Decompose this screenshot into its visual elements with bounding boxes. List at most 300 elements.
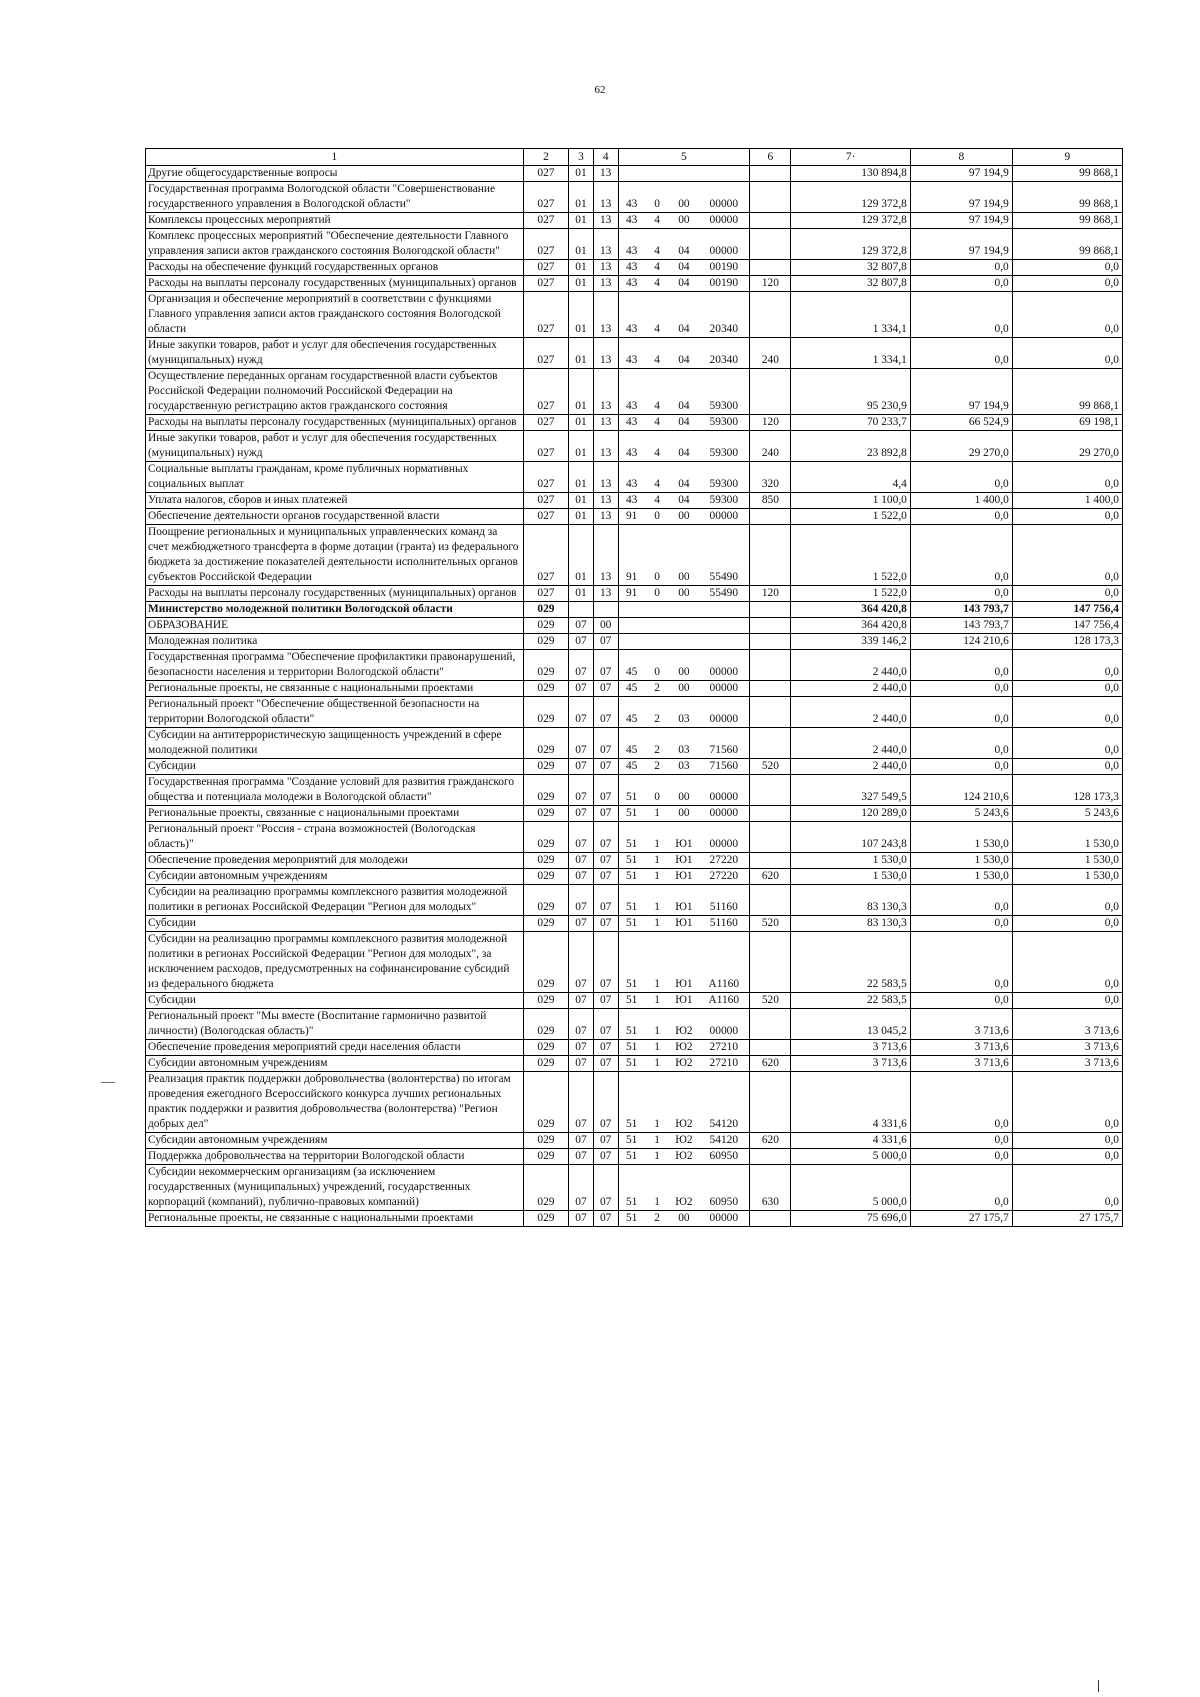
row-value-7-cell: 83 130,3 [791,916,910,932]
table-row [146,759,1123,775]
row-code-subsection-cell: 07 [593,759,618,775]
row-value-8-cell: 97 194,9 [910,229,1012,260]
row-code-ministry-cell: 029 [523,1211,568,1227]
row-code-ministry-cell: 029 [523,618,568,634]
row-program-code-cell: 45 [618,650,645,681]
row-event-code-cell: 00 [669,182,698,213]
row-value-9-cell: 0,0 [1012,586,1122,602]
row-value-7-cell: 13 045,2 [791,1009,910,1040]
row-code-section-cell: 01 [569,493,594,509]
row-expense-type-cell [750,509,791,525]
row-code-ministry-cell: 027 [523,431,568,462]
row-name-cell: Субсидии [146,916,524,932]
row-value-7-cell: 70 233,7 [791,415,910,431]
row-value-7-cell: 4 331,6 [791,1072,910,1133]
row-event-code-cell: 00 [669,1211,698,1227]
row-code-section-cell: 07 [569,853,594,869]
row-value-8-cell: 1 400,0 [910,493,1012,509]
row-name-cell: Расходы на обеспечение функций государственных органов [146,260,524,276]
row-event-code-cell: 04 [669,493,698,509]
row-value-9-cell: 0,0 [1012,993,1122,1009]
row-program-code-cell: 43 [618,415,645,431]
row-value-7-cell: 5 000,0 [791,1165,910,1211]
row-event-code-cell [669,166,698,182]
row-code-section-cell: 01 [569,166,594,182]
row-event-code-cell [669,634,698,650]
row-program-code-cell: 51 [618,1072,645,1133]
row-event-code-cell: Ю1 [669,885,698,916]
table-row [146,338,1123,369]
row-code-ministry-cell: 029 [523,1165,568,1211]
row-value-9-cell: 5 243,6 [1012,806,1122,822]
row-expense-type-cell [750,650,791,681]
row-direction-code-cell: 00000 [698,509,749,525]
row-value-8-cell: 0,0 [910,697,1012,728]
row-event-code-cell: 04 [669,369,698,415]
row-value-9-cell: 0,0 [1012,697,1122,728]
row-code-section-cell: 07 [569,1133,594,1149]
row-subprogram-code-cell: 1 [645,1072,670,1133]
table-row [146,932,1123,993]
row-direction-code-cell: 27210 [698,1056,749,1072]
row-event-code-cell: Ю1 [669,853,698,869]
row-program-code-cell: 91 [618,509,645,525]
row-program-code-cell: 43 [618,493,645,509]
row-value-7-cell: 4,4 [791,462,910,493]
row-value-7-cell: 3 713,6 [791,1040,910,1056]
row-name-cell: Организация и обеспечение мероприятий в соответствии с функциями Главного управления записи актов гражданского состояния Вологодской области [146,292,524,338]
row-expense-type-cell [750,1040,791,1056]
row-value-9-cell: 99 868,1 [1012,182,1122,213]
row-expense-type-cell [750,1009,791,1040]
header-cell-9: 9 [1012,149,1122,166]
row-code-ministry-cell: 029 [523,728,568,759]
margin-tick [1098,1680,1099,1692]
row-code-subsection-cell: 13 [593,415,618,431]
table-row [146,1009,1123,1040]
row-value-7-cell: 339 146,2 [791,634,910,650]
row-subprogram-code-cell: 4 [645,369,670,415]
row-value-9-cell: 99 868,1 [1012,369,1122,415]
row-expense-type-cell: 520 [750,993,791,1009]
row-subprogram-code-cell [645,166,670,182]
row-program-code-cell: 45 [618,697,645,728]
row-value-7-cell: 2 440,0 [791,728,910,759]
row-name-cell: Государственная программа Вологодской области "Совершенствование государственного управления в Вологодской области" [146,182,524,213]
row-value-8-cell: 1 530,0 [910,869,1012,885]
row-code-subsection-cell: 07 [593,775,618,806]
margin-dash [101,1082,115,1083]
row-direction-code-cell: 51160 [698,916,749,932]
row-code-ministry-cell: 027 [523,369,568,415]
row-program-code-cell: 43 [618,431,645,462]
row-subprogram-code-cell: 4 [645,462,670,493]
row-value-7-cell: 22 583,5 [791,993,910,1009]
row-value-9-cell: 128 173,3 [1012,775,1122,806]
row-code-ministry-cell: 029 [523,1040,568,1056]
row-expense-type-cell [750,602,791,618]
row-code-section-cell: 07 [569,1211,594,1227]
row-name-cell: Субсидии [146,759,524,775]
row-program-code-cell: 43 [618,229,645,260]
row-code-section-cell: 07 [569,916,594,932]
row-subprogram-code-cell: 1 [645,806,670,822]
row-code-ministry-cell: 027 [523,586,568,602]
row-code-subsection-cell: 13 [593,166,618,182]
row-value-9-cell: 0,0 [1012,650,1122,681]
row-value-9-cell: 0,0 [1012,1133,1122,1149]
row-event-code-cell [669,618,698,634]
row-name-cell: Расходы на выплаты персоналу государственных (муниципальных) органов [146,586,524,602]
row-name-cell: Расходы на выплаты персоналу государственных (муниципальных) органов [146,415,524,431]
row-name-cell: Реализация практик поддержки добровольчества (волонтерства) по итогам проведения ежегодного Всероссийского конкурса лучших региональных практик поддержки и развития добровольчества (волонтерства) "Регион добрых дел" [146,1072,524,1133]
row-event-code-cell: 04 [669,462,698,493]
table-row [146,431,1123,462]
row-value-8-cell: 0,0 [910,993,1012,1009]
row-expense-type-cell: 520 [750,759,791,775]
row-direction-code-cell: 00190 [698,260,749,276]
row-code-subsection-cell: 13 [593,462,618,493]
row-code-section-cell: 07 [569,681,594,697]
row-value-9-cell: 0,0 [1012,681,1122,697]
row-code-subsection-cell: 13 [593,493,618,509]
row-program-code-cell: 91 [618,586,645,602]
row-program-code-cell: 51 [618,885,645,916]
row-code-section-cell: 07 [569,1165,594,1211]
row-code-subsection-cell: 13 [593,213,618,229]
table-row [146,213,1123,229]
row-expense-type-cell [750,618,791,634]
table-row [146,853,1123,869]
row-subprogram-code-cell: 2 [645,697,670,728]
row-value-9-cell: 0,0 [1012,885,1122,916]
row-event-code-cell: 00 [669,509,698,525]
header-cell-7: 7· [791,149,910,166]
row-code-subsection-cell: 13 [593,431,618,462]
table-row [146,916,1123,932]
row-name-cell: Министерство молодежной политики Вологодской области [146,602,524,618]
row-event-code-cell: 00 [669,650,698,681]
row-value-9-cell: 69 198,1 [1012,415,1122,431]
row-code-ministry-cell: 029 [523,1072,568,1133]
row-direction-code-cell: 00000 [698,806,749,822]
row-event-code-cell: 04 [669,229,698,260]
row-event-code-cell: Ю2 [669,1009,698,1040]
row-code-ministry-cell: 027 [523,525,568,586]
row-code-ministry-cell: 029 [523,759,568,775]
row-expense-type-cell [750,1072,791,1133]
row-code-ministry-cell: 027 [523,462,568,493]
row-event-code-cell: Ю2 [669,1149,698,1165]
row-code-section-cell: 01 [569,431,594,462]
row-value-7-cell: 129 372,8 [791,213,910,229]
row-code-section-cell: 07 [569,775,594,806]
row-program-code-cell: 51 [618,916,645,932]
row-code-ministry-cell: 027 [523,415,568,431]
row-code-section-cell: 01 [569,369,594,415]
row-direction-code-cell: 20340 [698,292,749,338]
row-value-8-cell: 0,0 [910,932,1012,993]
table-row [146,1072,1123,1133]
row-subprogram-code-cell: 1 [645,1056,670,1072]
row-code-section-cell: 07 [569,618,594,634]
row-name-cell: Обеспечение проведения мероприятий среди населения области [146,1040,524,1056]
row-program-code-cell: 51 [618,1149,645,1165]
table-row [146,869,1123,885]
row-program-code-cell [618,602,645,618]
row-name-cell: Региональный проект "Мы вместе (Воспитание гармонично развитой личности) (Вологодская область)" [146,1009,524,1040]
row-code-section-cell: 01 [569,260,594,276]
row-value-9-cell: 0,0 [1012,1165,1122,1211]
table-row [146,182,1123,213]
row-event-code-cell: 00 [669,806,698,822]
row-value-8-cell: 143 793,7 [910,618,1012,634]
table-row [146,650,1123,681]
row-code-ministry-cell: 029 [523,775,568,806]
row-event-code-cell: Ю2 [669,1056,698,1072]
row-event-code-cell: 04 [669,260,698,276]
row-subprogram-code-cell: 4 [645,276,670,292]
row-name-cell: Государственная программа "Создание условий для развития гражданского общества и потенциала молодежи в Вологодской области" [146,775,524,806]
table-row [146,525,1123,586]
row-expense-type-cell [750,1149,791,1165]
row-name-cell: Субсидии некоммерческим организациям (за исключением государственных (муниципальных) учреждений, государственных корпораций (компаний), публично-правовых компаний) [146,1165,524,1211]
header-cell-5: 5 [618,149,750,166]
row-value-9-cell: 0,0 [1012,1149,1122,1165]
row-program-code-cell: 51 [618,1009,645,1040]
row-name-cell: Региональный проект "Обеспечение общественной безопасности на территории Вологодской области" [146,697,524,728]
table-body [146,149,1123,1227]
row-code-section-cell: 07 [569,993,594,1009]
row-program-code-cell: 51 [618,853,645,869]
row-event-code-cell [669,602,698,618]
row-subprogram-code-cell: 1 [645,916,670,932]
row-program-code-cell: 43 [618,182,645,213]
row-expense-type-cell [750,697,791,728]
row-program-code-cell: 51 [618,932,645,993]
row-event-code-cell: 04 [669,338,698,369]
row-code-subsection-cell: 07 [593,1009,618,1040]
row-direction-code-cell: 00190 [698,276,749,292]
row-expense-type-cell [750,292,791,338]
row-code-section-cell: 07 [569,728,594,759]
row-event-code-cell: 00 [669,586,698,602]
row-code-subsection-cell: 13 [593,260,618,276]
row-direction-code-cell: 54120 [698,1133,749,1149]
row-code-section-cell: 07 [569,634,594,650]
row-direction-code-cell: 71560 [698,728,749,759]
row-code-ministry-cell: 027 [523,493,568,509]
row-code-section-cell: 07 [569,1072,594,1133]
row-value-8-cell: 0,0 [910,885,1012,916]
row-value-8-cell: 97 194,9 [910,369,1012,415]
row-value-7-cell: 129 372,8 [791,229,910,260]
row-value-9-cell: 1 530,0 [1012,853,1122,869]
row-name-cell: Комплексы процессных мероприятий [146,213,524,229]
row-program-code-cell: 45 [618,681,645,697]
row-direction-code-cell: 00000 [698,681,749,697]
row-code-subsection-cell: 07 [593,853,618,869]
row-value-8-cell: 0,0 [910,728,1012,759]
row-event-code-cell: 00 [669,775,698,806]
row-direction-code-cell: 27220 [698,869,749,885]
row-subprogram-code-cell: 1 [645,993,670,1009]
row-code-section-cell: 07 [569,759,594,775]
row-value-8-cell: 0,0 [910,650,1012,681]
table-row [146,1165,1123,1211]
row-direction-code-cell [698,634,749,650]
row-code-section-cell: 07 [569,822,594,853]
row-value-7-cell: 130 894,8 [791,166,910,182]
row-name-cell: Обеспечение проведения мероприятий для молодежи [146,853,524,869]
row-direction-code-cell: 59300 [698,462,749,493]
row-subprogram-code-cell: 4 [645,229,670,260]
row-expense-type-cell [750,166,791,182]
row-value-8-cell: 0,0 [910,586,1012,602]
table-row [146,728,1123,759]
row-subprogram-code-cell: 4 [645,431,670,462]
row-expense-type-cell [750,369,791,415]
table-row [146,618,1123,634]
table-row [146,292,1123,338]
row-value-8-cell: 0,0 [910,1149,1012,1165]
row-value-8-cell: 3 713,6 [910,1056,1012,1072]
table-row [146,775,1123,806]
row-value-7-cell: 2 440,0 [791,697,910,728]
row-code-subsection-cell: 07 [593,1040,618,1056]
row-code-subsection-cell [593,602,618,618]
row-value-7-cell: 1 100,0 [791,493,910,509]
row-code-section-cell: 07 [569,1149,594,1165]
row-expense-type-cell: 620 [750,1056,791,1072]
row-name-cell: ОБРАЗОВАНИЕ [146,618,524,634]
row-code-ministry-cell: 029 [523,1056,568,1072]
row-code-section-cell: 01 [569,586,594,602]
row-value-9-cell: 0,0 [1012,1072,1122,1133]
row-expense-type-cell: 620 [750,1133,791,1149]
row-value-7-cell: 32 807,8 [791,260,910,276]
row-event-code-cell: Ю1 [669,916,698,932]
row-value-9-cell: 147 756,4 [1012,602,1122,618]
row-code-section-cell: 01 [569,213,594,229]
table-row [146,1133,1123,1149]
header-cell-8: 8 [910,149,1012,166]
row-value-7-cell: 2 440,0 [791,681,910,697]
row-expense-type-cell: 850 [750,493,791,509]
row-code-section-cell: 01 [569,509,594,525]
row-subprogram-code-cell: 1 [645,1165,670,1211]
row-event-code-cell: Ю1 [669,822,698,853]
row-program-code-cell: 51 [618,806,645,822]
row-value-7-cell: 75 696,0 [791,1211,910,1227]
row-value-7-cell: 22 583,5 [791,932,910,993]
row-code-section-cell: 01 [569,276,594,292]
row-event-code-cell: 04 [669,431,698,462]
row-subprogram-code-cell: 2 [645,1211,670,1227]
row-code-section-cell: 07 [569,932,594,993]
row-value-7-cell: 1 522,0 [791,586,910,602]
row-name-cell: Субсидии [146,993,524,1009]
row-value-9-cell: 29 270,0 [1012,431,1122,462]
table-row [146,509,1123,525]
row-event-code-cell: Ю2 [669,1133,698,1149]
row-code-ministry-cell: 029 [523,916,568,932]
table-row [146,806,1123,822]
row-program-code-cell: 45 [618,759,645,775]
row-code-section-cell: 07 [569,1009,594,1040]
row-code-ministry-cell: 029 [523,885,568,916]
table-row [146,1211,1123,1227]
row-name-cell: Региональные проекты, связанные с национальными проектами [146,806,524,822]
row-code-section-cell: 07 [569,869,594,885]
row-value-8-cell: 1 530,0 [910,853,1012,869]
row-value-8-cell: 0,0 [910,276,1012,292]
row-direction-code-cell: 60950 [698,1165,749,1211]
row-subprogram-code-cell [645,602,670,618]
row-name-cell: Субсидии автономным учреждениям [146,1133,524,1149]
row-code-subsection-cell: 07 [593,650,618,681]
row-value-9-cell: 128 173,3 [1012,634,1122,650]
row-value-9-cell: 3 713,6 [1012,1009,1122,1040]
row-direction-code-cell: 27220 [698,853,749,869]
table-row [146,369,1123,415]
row-name-cell: Субсидии на реализацию программы комплексного развития молодежной политики в регионах Российской Федерации "Регион для молодых" [146,885,524,916]
row-name-cell: Расходы на выплаты персоналу государственных (муниципальных) органов [146,276,524,292]
table-row [146,276,1123,292]
row-value-8-cell: 5 243,6 [910,806,1012,822]
row-code-ministry-cell: 029 [523,697,568,728]
row-direction-code-cell: 00000 [698,213,749,229]
row-code-subsection-cell: 13 [593,229,618,260]
row-code-section-cell: 07 [569,885,594,916]
row-name-cell: Иные закупки товаров, работ и услуг для обеспечения государственных (муниципальных) нужд [146,338,524,369]
row-event-code-cell: 03 [669,728,698,759]
row-name-cell: Другие общегосударственные вопросы [146,166,524,182]
row-direction-code-cell: 59300 [698,415,749,431]
row-expense-type-cell [750,213,791,229]
row-code-ministry-cell: 029 [523,1133,568,1149]
row-code-section-cell: 01 [569,229,594,260]
row-direction-code-cell: 00000 [698,775,749,806]
row-value-9-cell: 147 756,4 [1012,618,1122,634]
row-subprogram-code-cell: 0 [645,586,670,602]
row-value-9-cell: 0,0 [1012,759,1122,775]
table-row [146,885,1123,916]
table-row [146,415,1123,431]
row-value-7-cell: 2 440,0 [791,759,910,775]
row-event-code-cell: Ю2 [669,1072,698,1133]
row-value-7-cell: 327 549,5 [791,775,910,806]
row-direction-code-cell: А1160 [698,993,749,1009]
row-code-subsection-cell: 13 [593,276,618,292]
row-direction-code-cell: 59300 [698,431,749,462]
row-expense-type-cell: 520 [750,916,791,932]
row-code-subsection-cell: 07 [593,697,618,728]
table-row [146,260,1123,276]
row-direction-code-cell [698,166,749,182]
row-value-9-cell: 0,0 [1012,525,1122,586]
row-code-subsection-cell: 00 [593,618,618,634]
row-code-section-cell: 07 [569,1056,594,1072]
row-value-8-cell: 3 713,6 [910,1040,1012,1056]
row-program-code-cell: 51 [618,993,645,1009]
row-code-ministry-cell: 029 [523,1149,568,1165]
row-code-section-cell: 01 [569,525,594,586]
row-code-ministry-cell: 027 [523,229,568,260]
row-subprogram-code-cell [645,634,670,650]
row-value-8-cell: 27 175,7 [910,1211,1012,1227]
row-value-9-cell: 99 868,1 [1012,213,1122,229]
